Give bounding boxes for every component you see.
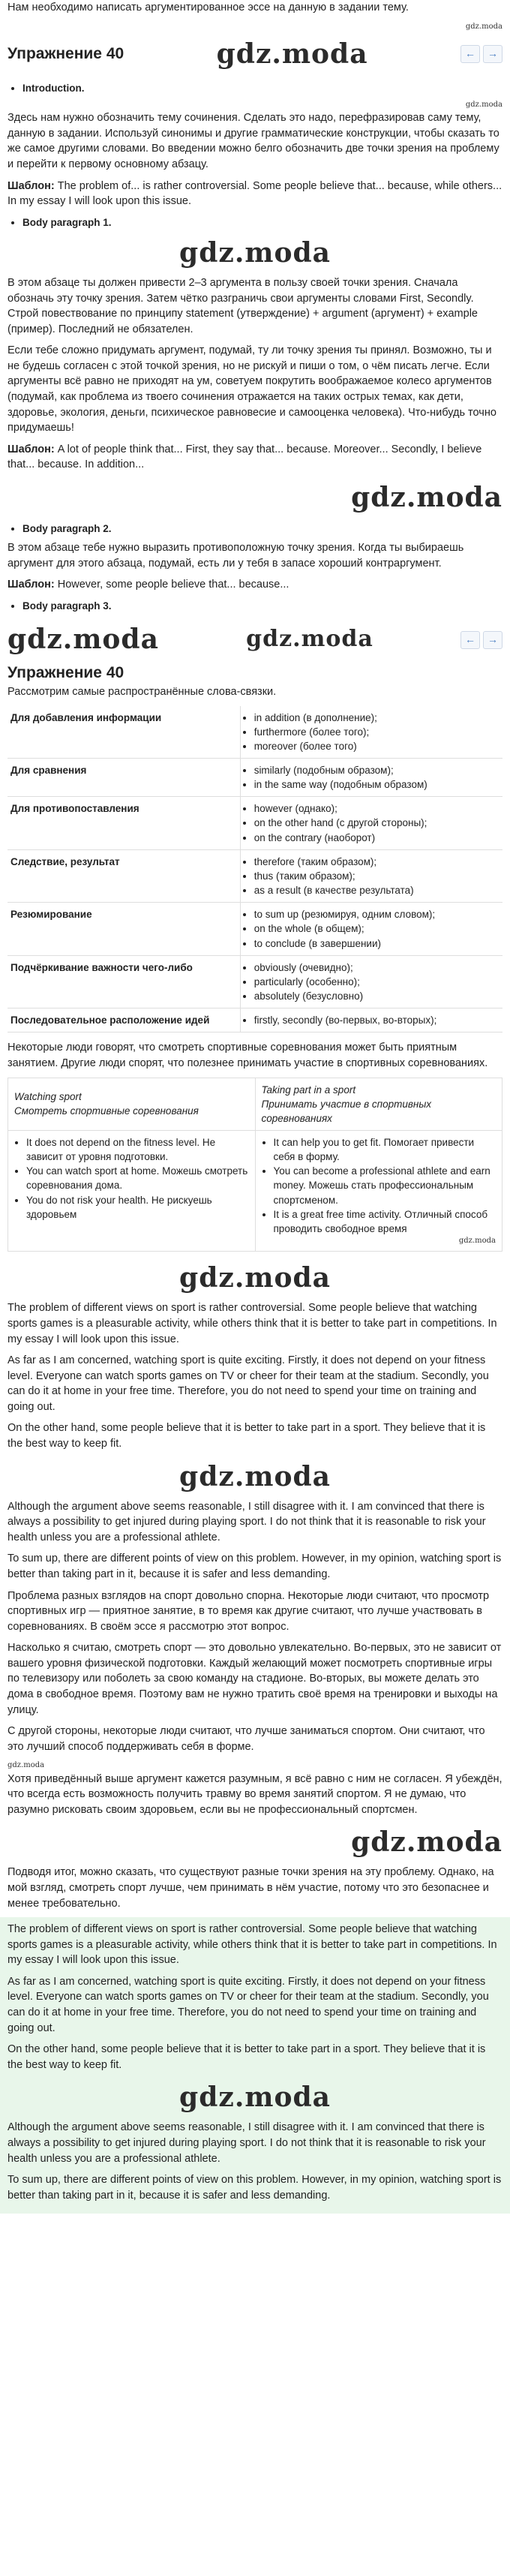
section-list bbox=[8, 599, 502, 613]
section-introduction: • Introduction. bbox=[22, 81, 502, 95]
table-row bbox=[8, 759, 502, 797]
list-item: • however (однако); bbox=[254, 801, 500, 816]
watermark: gdz.moda bbox=[179, 1460, 331, 1492]
translation-p3: С другой стороны, некоторые люди считают, что лучше заниматься спортом. Они считают, что это лучший способ поддерживать себя в форме. bbox=[8, 1725, 485, 1753]
linking-words-table bbox=[8, 706, 502, 1033]
essay-p5: To sum up, there are different points of view on this problem. However, in my opinion, watching sport is better than taking part in it, because it is safer and less demanding. bbox=[8, 2174, 502, 2202]
link-items bbox=[240, 797, 502, 849]
list-item: • firstly, secondly (во-первых, во-вторых); bbox=[254, 1013, 500, 1027]
essay-p4: Although the argument above seems reasonable, I still disagree with it. I am convinced that there is always a possibility to get injured during playing sport. I do not think that it is reasonable to risk your health unless you are a professional athlete. bbox=[8, 2121, 486, 2165]
table-row bbox=[8, 849, 502, 902]
link-items bbox=[240, 955, 502, 1008]
template-1 bbox=[8, 179, 502, 209]
list-item: • to sum up (резюмируя, одним словом); bbox=[254, 907, 500, 921]
table-row bbox=[8, 706, 502, 759]
comparison-table bbox=[8, 1078, 502, 1252]
essay-p2: As far as I am concerned, watching sport is quite exciting. Firstly, it does not depend on your fitness level. Everyone can watch sports games on TV or cheer for their team at the stadium. Secondly, you can do it at home in your free time. Therefore, you do not need to spend your time on training and going out. bbox=[8, 1354, 489, 1413]
essay-p1: The problem of different views on sport is rather controversial. Some people believe that watching sports games is a pleasurable activity, while others think that it is better to take part in competitions. In my essay I will look upon this issue. bbox=[8, 1923, 497, 1967]
translation-p1: Проблема разных взглядов на спорт довольно спорна. Некоторые люди считают, что просмотр спортивных игр — приятное занятие, в то время как другие считают, что лучше участвовать в соревнованиях. В своём эссе я рассмотрю этот вопрос. bbox=[8, 1589, 490, 1633]
watermark: gdz.moda bbox=[351, 1826, 502, 1859]
compare-left-subtitle: Смотреть спортивные соревнования bbox=[14, 1105, 199, 1117]
list-item: • on the other hand (с другой стороны); bbox=[254, 816, 500, 830]
list-item: • absolutely (безусловно) bbox=[254, 989, 500, 1003]
list-item: • as a result (в качестве результата) bbox=[254, 883, 500, 897]
section-bp2: • Body paragraph 2. bbox=[22, 522, 502, 536]
next-arrow-icon[interactable]: → bbox=[483, 45, 502, 63]
watermark: gdz.moda bbox=[8, 624, 159, 656]
prev-arrow-icon[interactable]: ← bbox=[460, 45, 480, 63]
link-items bbox=[240, 849, 502, 902]
link-items bbox=[240, 1008, 502, 1033]
template-1-text: The problem of... is rather controversial. Some people believe that... because, while others... In my essay I will look upon this issue. bbox=[8, 179, 502, 208]
essay-p3: On the other hand, some people believe that it is better to take part in a sport. They believe that it is the best way to keep fit. bbox=[8, 2043, 486, 2071]
list-item: • in the same way (подобным образом) bbox=[254, 777, 500, 792]
paragraph-bp1-b: Если тебе сложно придумать аргумент, подумай, ту ли точку зрения ты принял. Возможно, ты и не будешь согласен с этой точкой зрения, но не рискуй и пиши о том, о чём писать легче. Если аргументы всё равно не приходят на ум, советуем покрутить воображаемое колесо аргументов (подумай, как проблема из твоего сочинения отражается на таких острых темах, как дети, здоровье, экология, деньги, психическое равновесие и самооценка человека). Что-нибудь точно придумаешь! bbox=[8, 344, 496, 434]
template-label: Шаблон: bbox=[8, 179, 55, 192]
table-row bbox=[8, 903, 502, 955]
list-item: • to conclude (в завершении) bbox=[254, 936, 500, 951]
section-list bbox=[8, 522, 502, 536]
list-item: • It can help you to get fit. Помогает привести себя в форму. bbox=[274, 1135, 496, 1164]
watermark: gdz.moda bbox=[351, 481, 502, 513]
list-item: • furthermore (более того); bbox=[254, 725, 500, 739]
list-item: • moreover (более того) bbox=[254, 739, 500, 753]
watermark: gdz.moda bbox=[179, 2082, 331, 2114]
list-item: • You do not risk your health. Не рискуешь здоровьем bbox=[26, 1193, 249, 1222]
list-item: • on the contrary (наоборот) bbox=[254, 831, 500, 845]
exercise-title: Упражнение 40 bbox=[8, 45, 124, 63]
exercise-header bbox=[8, 32, 502, 77]
table-row bbox=[8, 797, 502, 849]
table-row bbox=[8, 1008, 502, 1033]
watermark: gdz.moda bbox=[179, 1262, 331, 1294]
prev-arrow-icon[interactable]: ← bbox=[460, 631, 480, 649]
essay-p2: As far as I am concerned, watching sport is quite exciting. Firstly, it does not depend on your fitness level. Everyone can watch sports games on TV or cheer for their team at the stadium. Secondly, you can do it at home in your free time. Therefore, you do not need to spend your time on training and going out. bbox=[8, 1975, 489, 2034]
link-category: Последовательное расположение идей bbox=[8, 1008, 240, 1033]
section-bp1: • Body paragraph 1. bbox=[22, 215, 502, 230]
compare-right-list bbox=[255, 1130, 502, 1251]
list-item: • similarly (подобным образом); bbox=[254, 763, 500, 777]
exercise-title: Упражнение 40 bbox=[8, 664, 124, 682]
nav-buttons bbox=[460, 631, 502, 649]
list-item: • in addition (в дополнение); bbox=[254, 711, 500, 725]
exercise-header-2 bbox=[8, 618, 502, 662]
list-item: • It does not depend on the fitness level. Не зависит от уровня подготовки. bbox=[26, 1135, 249, 1164]
watermark: gdz.moda bbox=[179, 236, 331, 269]
compare-right-title: Taking part in a sport bbox=[261, 1084, 356, 1096]
section-list bbox=[8, 81, 502, 95]
template-2-text: A lot of people think that... First, they say that... because. Moreover... Secondly, I believe that... because. In addition... bbox=[8, 443, 482, 471]
brand-mark-small: gdz.moda bbox=[465, 22, 502, 31]
translation-p4: Хотя приведённый выше аргумент кажется разумным, я всё равно с ним не согласен. Я убеждён, что всегда есть возможность получить травму во время занятий спортом. Я не думаю, что разумно рисковать своим здоровьем, если вы не профессиональный спортсмен. bbox=[8, 1772, 502, 1816]
compare-left-title: Watching sport bbox=[14, 1091, 82, 1103]
essay-p4: Although the argument above seems reasonable, I still disagree with it. I am convinced that there is always a possibility to get injured during playing sport. I do not think that it is reasonable to risk your health unless you are a professional athlete. bbox=[8, 1500, 486, 1543]
essay-p1: The problem of different views on sport is rather controversial. Some people believe that watching sports games is a pleasurable activity, while others think that it is better to take part in competitions. In my essay I will look upon this issue. bbox=[8, 1302, 497, 1345]
list-item: • particularly (особенно); bbox=[254, 975, 500, 989]
link-category: Для сравнения bbox=[8, 759, 240, 797]
list-item: • therefore (таким образом); bbox=[254, 855, 500, 869]
template-3 bbox=[8, 577, 502, 593]
essay-p3: On the other hand, some people believe that it is better to take part in a sport. They believe that it is the best way to keep fit. bbox=[8, 1422, 486, 1450]
compare-right-head bbox=[255, 1078, 502, 1130]
list-item: • thus (таким образом); bbox=[254, 869, 500, 883]
list-item: • obviously (очевидно); bbox=[254, 960, 500, 975]
template-2 bbox=[8, 442, 502, 473]
list-item: • You can become a professional athlete and earn money. Можешь стать профессиональным спортсменом. bbox=[274, 1164, 496, 1207]
intro-line: Нам необходимо написать аргументированное эссе на данную в задании тему. bbox=[8, 2, 409, 14]
paragraph-bp2: В этом абзаце тебе нужно выразить противоположную точку зрения. Когда ты выбираешь аргумент для этого абзаца, подумай, есть ли у тебя в запасе хороший контраргумент. bbox=[8, 542, 464, 570]
paragraph-bp1-a: В этом абзаце ты должен привести 2–3 аргумента в пользу своей точки зрения. Сначала обозначь эту точку зрения. Затем чётко разграничь свои аргументы словами First, Secondly. Строй повествование по принципу statement (утверждение) + argument (аргумент) + example (пример). Последний не обязателен. bbox=[8, 276, 478, 335]
translation-p2: Насколько я считаю, смотреть спорт — это довольно увлекательно. Во-первых, это не зависит от вашего уровня физической подготовки. Каждый желающий может посмотреть спортивные игры по телевизору или поболеть за свою команду на стадионе. Во-вторых, вы можете делать это дома в свободное время. Поэтому вам не нужно тратить своё время на тренировки и выходы на улицу. bbox=[8, 1642, 502, 1716]
template-3-text: However, some people believe that... because... bbox=[57, 579, 290, 591]
paragraph-links: Рассмотрим самые распространённые слова-связки. bbox=[8, 685, 277, 698]
link-items bbox=[240, 903, 502, 955]
paragraph-views: Некоторые люди говорят, что смотреть спортивные соревнования может быть приятным занятием. Другие люди спорят, что полезнее принимать участие в спортивных соревнованиях. bbox=[8, 1042, 488, 1069]
compare-right-subtitle: Принимать участие в спортивных соревнованиях bbox=[261, 1098, 432, 1124]
link-category: Для добавления информации bbox=[8, 706, 240, 759]
brand-mark-small: gdz.moda bbox=[458, 1237, 496, 1246]
link-items bbox=[240, 759, 502, 797]
brand-mark-small: gdz.moda bbox=[465, 101, 502, 110]
link-category: Резюмирование bbox=[8, 903, 240, 955]
list-item: • You can watch sport at home. Можешь смотреть соревнования дома. bbox=[26, 1164, 249, 1192]
list-item: • It is a great free time activity. Отличный способ проводить свободное время bbox=[274, 1207, 496, 1236]
compare-left-head bbox=[8, 1078, 256, 1130]
watermark: gdz.moda bbox=[246, 626, 374, 653]
next-arrow-icon[interactable]: → bbox=[483, 631, 502, 649]
link-category: Для противопоставления bbox=[8, 797, 240, 849]
translation-p5: Подводя итог, можно сказать, что существуют разные точки зрения на эту проблему. Однако, на мой взгляд, смотреть спорт лучше, чем принимать в нём участие, потому что это безопаснее и менее требовательно. bbox=[8, 1866, 494, 1910]
link-category: Следствие, результат bbox=[8, 849, 240, 902]
section-list bbox=[8, 215, 502, 230]
compare-left-list bbox=[8, 1130, 256, 1251]
section-bp3: • Body paragraph 3. bbox=[22, 599, 502, 613]
essay-p5: To sum up, there are different points of view on this problem. However, in my opinion, watching sport is better than taking part in it, because it is safer and less demanding. bbox=[8, 1553, 502, 1580]
table-row bbox=[8, 955, 502, 1008]
paragraph-intro: Здесь нам нужно обозначить тему сочинения. Сделать это надо, перефразировав саму тему, данную в задании. Используй синонимы и другие грамматические конструкции, чтобы сказать то же самое другими словами. Во введении можно белго обозначить две точки зрения на проблему и перейти к первому основному абзацу. bbox=[8, 112, 500, 170]
link-items bbox=[240, 706, 502, 759]
brand-mark-small: gdz.moda bbox=[8, 1761, 45, 1770]
template-label: Шаблон: bbox=[8, 579, 55, 591]
watermark: gdz.moda bbox=[216, 38, 368, 70]
list-item: • on the whole (в общем); bbox=[254, 921, 500, 936]
link-category: Подчёркивание важности чего-либо bbox=[8, 955, 240, 1008]
template-label: Шаблон: bbox=[8, 443, 55, 455]
highlighted-essay bbox=[0, 1917, 510, 2214]
nav-buttons bbox=[460, 45, 502, 63]
